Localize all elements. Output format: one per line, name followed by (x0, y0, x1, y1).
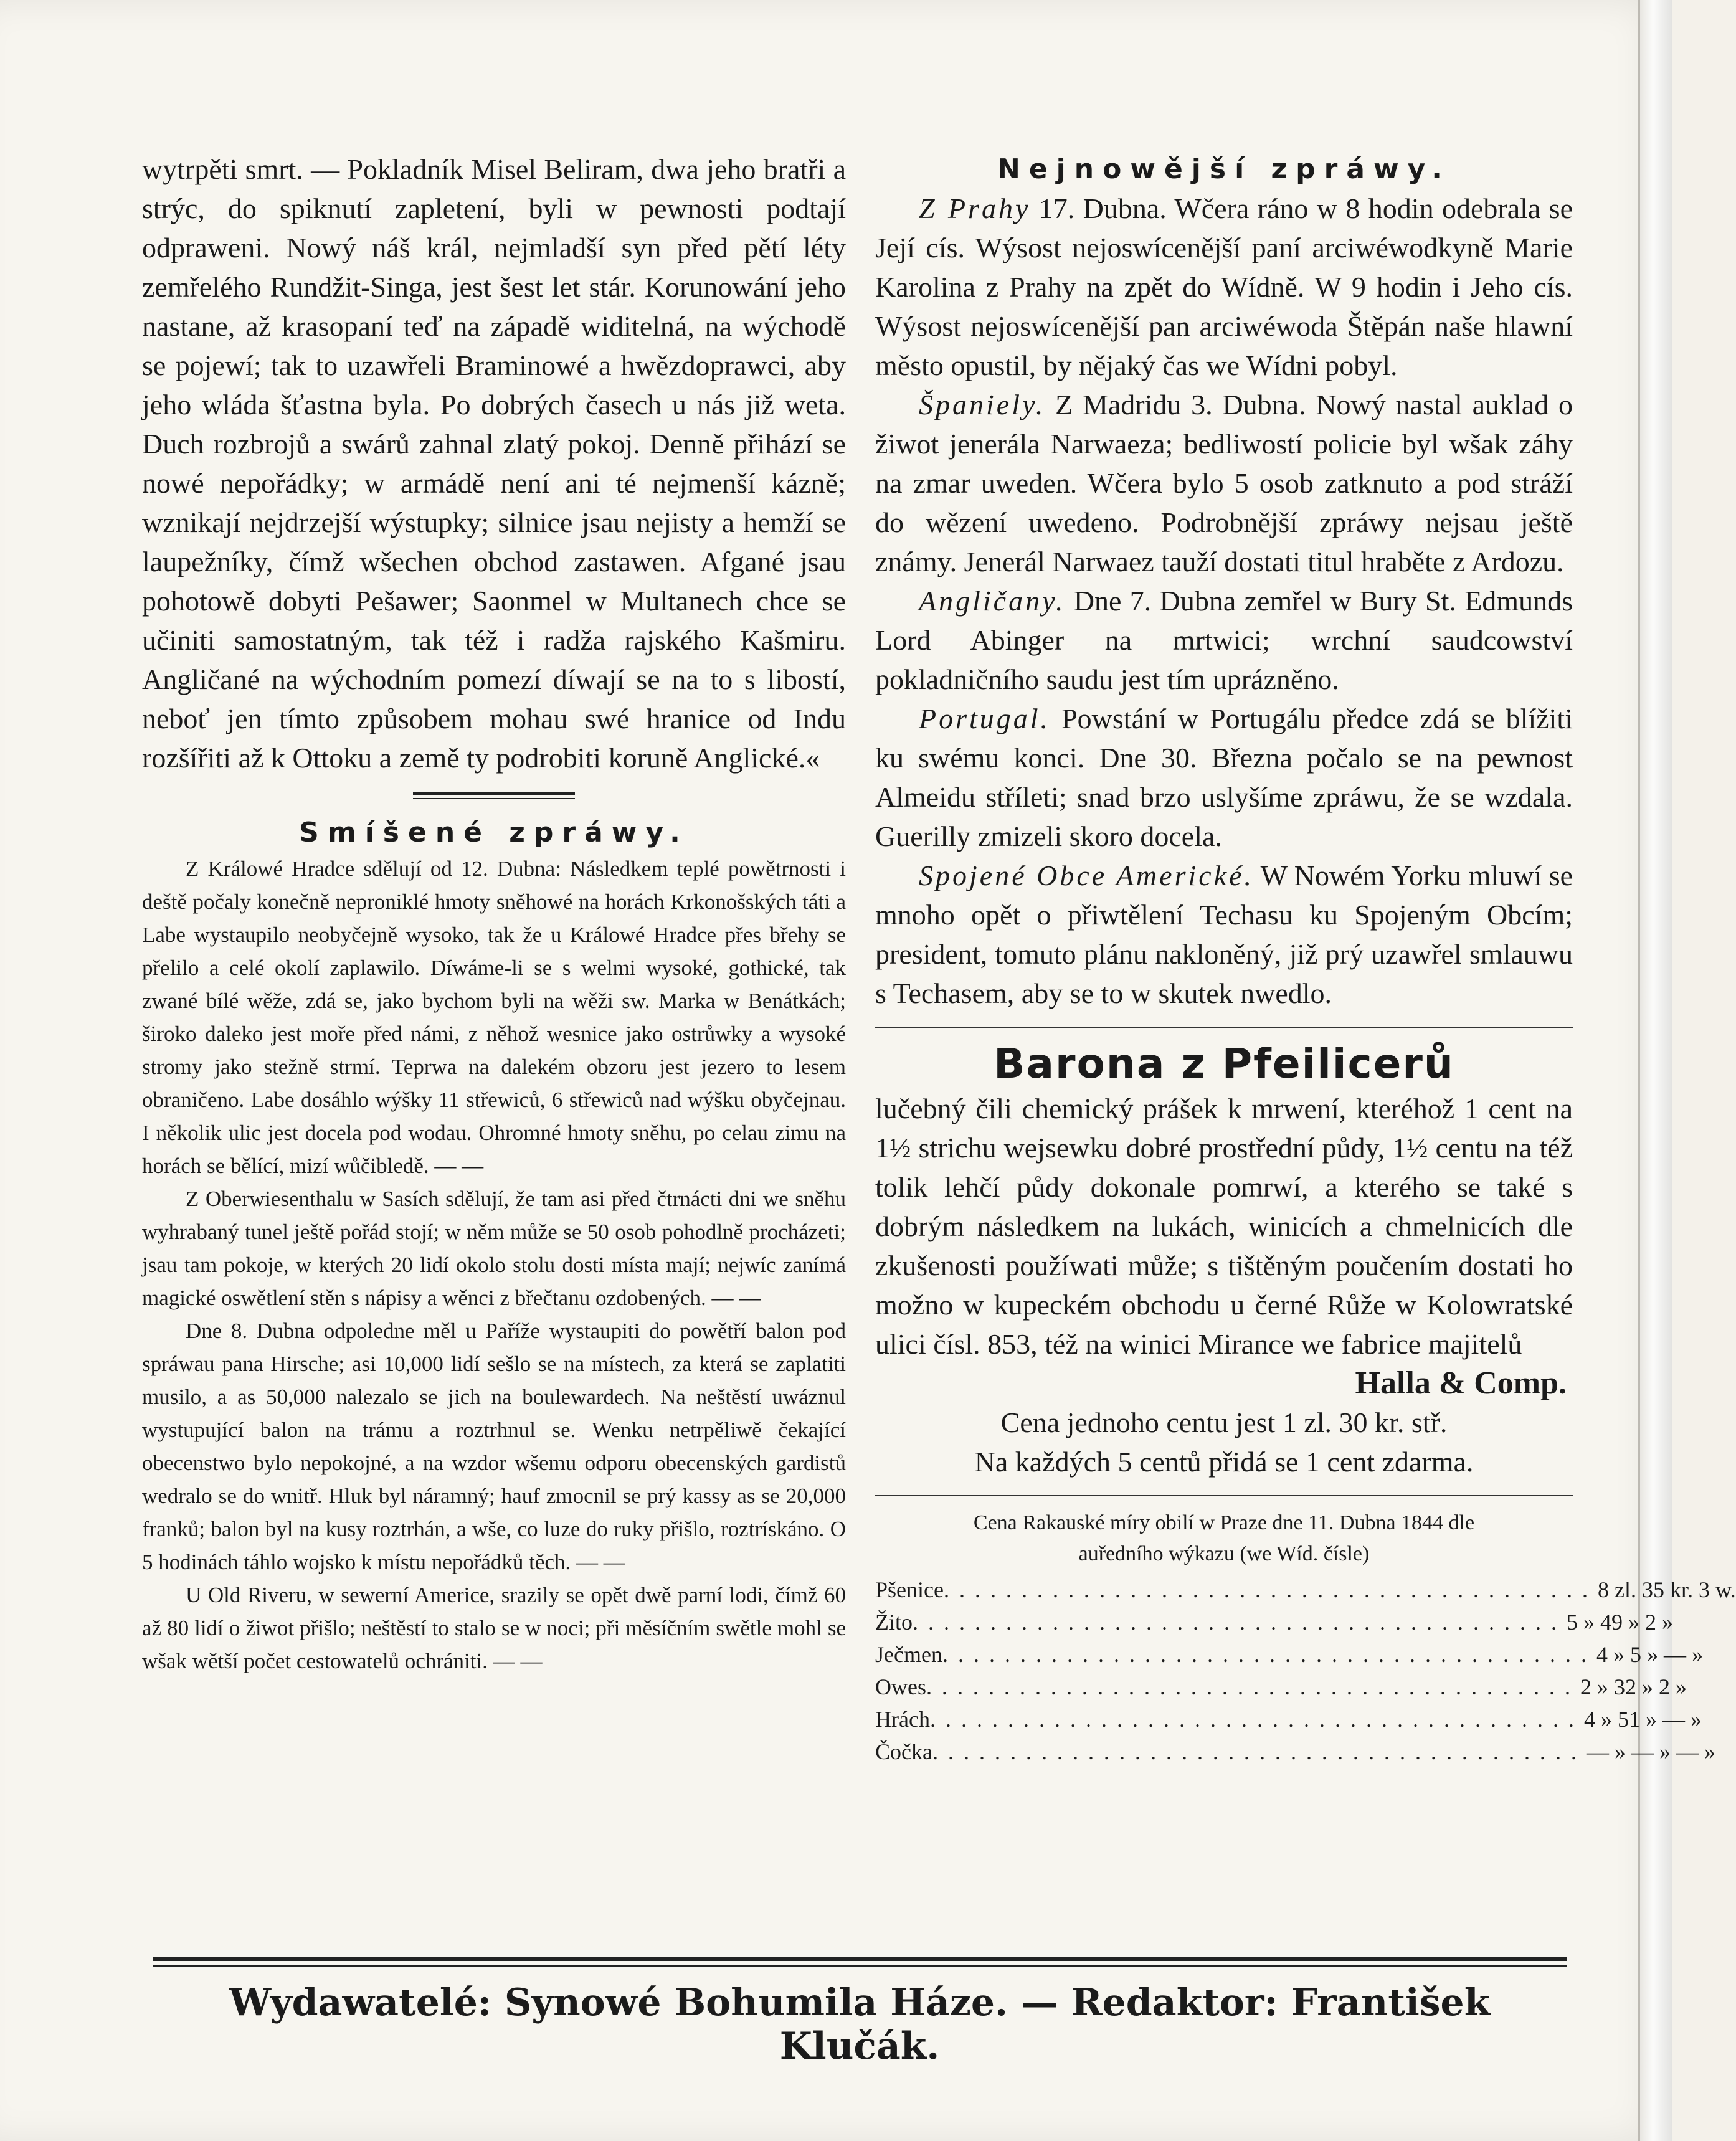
latest-news-heading: Nejnowější zpráwy. (997, 153, 1451, 185)
news-place: Portugal. (919, 703, 1051, 734)
mixed-paragraph: U Old Riveru, w sewerní Americe, srazily se opět dwě parní lodi, čímž 60 až 80 lidí o žiwot přišlo; neštěstí to stalo se w noci; při měsíčním swětle mohl se wšak wětší počet cestowatelů ochrániti. — — (142, 1583, 846, 1673)
news-text: 17. Dubna. Wčera ráno w 8 hodin odebrala se Její cís. Wýsost nejoswícenější paní arciwéwodkyně Marie Karolina z Prahy na zpět do Wídně. W 9 hodin i Jeho cís. Wýsost nejoswícenější pan arciwéwoda Štěpán naše hlawní město opustil, by nějaký čas we Wídni pobyl. (875, 192, 1573, 381)
news-text: W Nowém Yorku mluwí se mnoho opět o přiwtělení Techasu ku Spojeným Obcím; president, tomuto plánu nakloněný, již prý uzawřel smlauwu s Techasem, aby se to w skutek nwedlo. (875, 860, 1573, 1009)
news-item (875, 856, 1573, 1013)
mixed-news-body (142, 852, 846, 1678)
news-text: Dne 7. Dubna zemřel w Bury St. Edmunds Lord Abinger na mrtwici; wrchní saudcowství pokladničního saudu jest tím uprázněno. (875, 585, 1573, 695)
grain-price-table (875, 1507, 1736, 1768)
dot-leader: .......................................... (932, 1739, 1587, 1764)
news-text: Powstání w Portugálu předce zdá se blížiti ku swému konci. Dne 30. Března počalo se na pewnost Almeidu stříleti; snad brzo uslyšíme zpráwu, že se wzdala. Guerilly zmizeli skoro docela. (875, 703, 1573, 852)
news-text: Z Madridu 3. Dubna. Nowý nastal auklad o žiwot jenerála Narwaeza; bedliwostí policie byl wšak záhy na zmar uweden. Wčera bylo 5 osob zatknuto a pod stráží do wězení uwedeno. Podrobnější zpráwy nejsau ještě známy. Jenerál Narwaez tauží dostati titul hraběte z Ardozu. (875, 389, 1573, 577)
price-row (875, 1638, 1703, 1671)
advertisement-title: Barona z Pfeilicerů (994, 1040, 1454, 1088)
grain-price: 2 » 32 » 2 » (1580, 1674, 1687, 1699)
grain-name: Žito (875, 1610, 913, 1635)
dot-leader: .......................................... (943, 1577, 1598, 1602)
mixed-news-heading: Smíšené zpráwy. (299, 817, 689, 848)
intro-paragraph: wytrpěti smrt. — Pokladník Misel Beliram, dwa jeho bratři a strýc, do spiknutí zapletení, byli w pewnosti podtají odpraweni. Nowý náš král, nejmladší syn před pětí léty zemřelého Rundžit-Singa, jest šest let stár. Korunowání jeho nastane, až krasopaní teď na západě widitelná, na wýchodě se pojewí; tak to uzawřeli Braminowé a hwězdoprawci, aby jeho wláda šťastna byla. Po dobrých časech u nás již weta. Duch rozbrojů a swárů zahnal zlatý pokoj. Denně přihází se nowé nepořádky; w armádě není ani té nejmenší kázně; wznikají nejdrzejší wýstupky; silnice jsau nejisty a hemží se laupežníky, čímž wšechen obchod zastawen. Afgané jsau pohotowě dobyti Pešawer; Saonmel w Multanech chce se učiniti samostatným, tak též i radža rajského Kašmiru. Angličané na wýchodním pomezí díwají se na to s libostí, neboť jen tímto způsobem mohau swé hranice od Indu rozšířiti až k Ottoku a země ty podrobiti koruně Anglické.« (142, 153, 846, 774)
grain-name: Owes (875, 1674, 926, 1699)
price-row (875, 1671, 1687, 1703)
grain-price: 5 » 49 » 2 » (1567, 1610, 1673, 1635)
left-column (142, 150, 846, 1678)
grain-name: Hrách (875, 1707, 930, 1732)
advertisement-price-1: Cena jednoho centu jest 1 zl. 30 kr. stř. (1000, 1407, 1448, 1438)
right-column (875, 150, 1736, 1768)
news-place: Spojené Obce Americké. (919, 860, 1255, 891)
advertisement-price-2: Na každých 5 centů přidá se 1 cent zdarma. (974, 1446, 1474, 1478)
price-row (875, 1606, 1673, 1638)
mixed-paragraph: Z Oberwiesenthalu w Sasích sdělují, že tam asi před čtrnácti dni we sněhu wyhrabaný tunel ještě pořád stojí; w něm může se 50 osob pohodlně procházeti; jsau tam pokoje, w kterých 20 lidí okolo stolu dosti místa mají; nejwíc zanímá magické oswětlení stěn s nápisy a wěnci z břečtanu ozdobených. — — (142, 1187, 846, 1310)
news-item (875, 581, 1573, 699)
price-heading-line-2: auředního wýkazu (we Wíd. čísle) (1078, 1542, 1370, 1565)
price-row (875, 1703, 1702, 1735)
price-heading-line-1: Cena Rakauské míry obilí w Praze dne 11. Dubna 1844 dle (973, 1511, 1475, 1534)
mixed-paragraph: Z Králowé Hradce sdělují od 12. Dubna: Následkem teplé powětrnosti i deště počaly konečně neproniklé hmoty sněhowé na horách Krkonošských táti a Labe wystaupilo neobyčejně wysoko, tak že u Králowé Hradce přes břehy se přelilo a celé okolí zaplawilo. Díwáme-li se s welmi wysoké, gothické, tak zwané bílé wěže, zdá se, jako bychom byli na wěži sw. Marka w Benátkách; široko daleko jest moře před námi, z něhož wesnice jako ostrůwky a wysoké stromy jako stežně strmí. Teprwa na dalekém obzoru jest jezero to lesem obraničeno. Labe dosáhlo wýšky 11 střewiců, 6 střewiců nad wýšku obyčejnau. I několik ulic jest docela pod wodau. Ohromné hmoty sněhu, po celau zimu na horách se bělící, mizí wůčibledě. — — (142, 857, 846, 1178)
dot-leader: .......................................... (926, 1674, 1580, 1699)
section-divider (875, 1495, 1573, 1496)
price-row (875, 1574, 1736, 1606)
news-place: Angličany. (919, 585, 1066, 617)
grain-name: Pšenice (875, 1577, 944, 1602)
news-item (875, 699, 1573, 856)
price-table-heading (875, 1507, 1573, 1570)
price-row (875, 1735, 1715, 1768)
grain-price: 8 zl. 35 kr. 3 w. (1597, 1577, 1736, 1602)
grain-name: Ječmen (875, 1642, 942, 1667)
dot-leader: .......................................... (942, 1642, 1596, 1667)
dot-leader: .......................................... (913, 1610, 1567, 1635)
advertisement-body: lučebný čili chemický prášek k mrwení, kteréhož 1 cent na 1½ strichu wejsewku dobré prostřední půdy, 1½ centu na též tolik lehčí půdy dokonale pomrwí, a kterého se také s dobrým následkem na lukách, winicích a chmelnicích dle zkušenosti použíwati může; s tištěným poučením dostati ho možno w kupeckém obchodu u černé Růže w Kolowratské ulici čísl. 853, též na winici Mirance we fabrice majitelů (875, 1093, 1573, 1360)
grain-price: 4 » 5 » — » (1596, 1642, 1703, 1667)
grain-price: — » — » — » (1586, 1739, 1715, 1764)
mixed-paragraph: Dne 8. Dubna odpoledne měl u Paříže wystaupiti do powětří balon pod spráwau pana Hirsche; asi 10,000 lidí sešlo se na místech, za která se zaplatiti musilo, a as 50,000 nalezalo se jich na boulewardech. Na neštěstí uwáznul wystupující balon na trámu a roztrhnul se. Wenku netrpěliwě čekající obecenstwo bylo nepokojné, a na wzdor wšemu odporu obecenských gardistů wedralo se do wnitř. Hluk byl náramný; hauf zmocnil se prý kassy as se 20,000 franků; balon byl na kusy roztrhán, a wše, co luze do ruky přišlo, roztrískáno. O 5 hodinách táhlo wojsko k místu nepořádků těch. — — (142, 1319, 846, 1574)
page-edge (1638, 0, 1672, 2141)
dot-leader: .......................................... (929, 1707, 1584, 1732)
footer-rule (153, 1957, 1567, 1967)
news-item (875, 385, 1573, 581)
grain-name: Čočka (875, 1739, 932, 1764)
section-divider (875, 1027, 1573, 1028)
advertisement-signature: Halla & Comp. (1355, 1365, 1567, 1401)
news-place: Z Prahy (919, 192, 1031, 224)
publisher-footer: Wydawatelé: Synowé Bohumila Háze. — Redaktor: František Klučák. (229, 1981, 1491, 2068)
section-divider (413, 792, 575, 799)
news-place: Španiely. (919, 389, 1046, 420)
grain-price: 4 » 51 » — » (1583, 1707, 1702, 1732)
news-item (875, 189, 1573, 385)
